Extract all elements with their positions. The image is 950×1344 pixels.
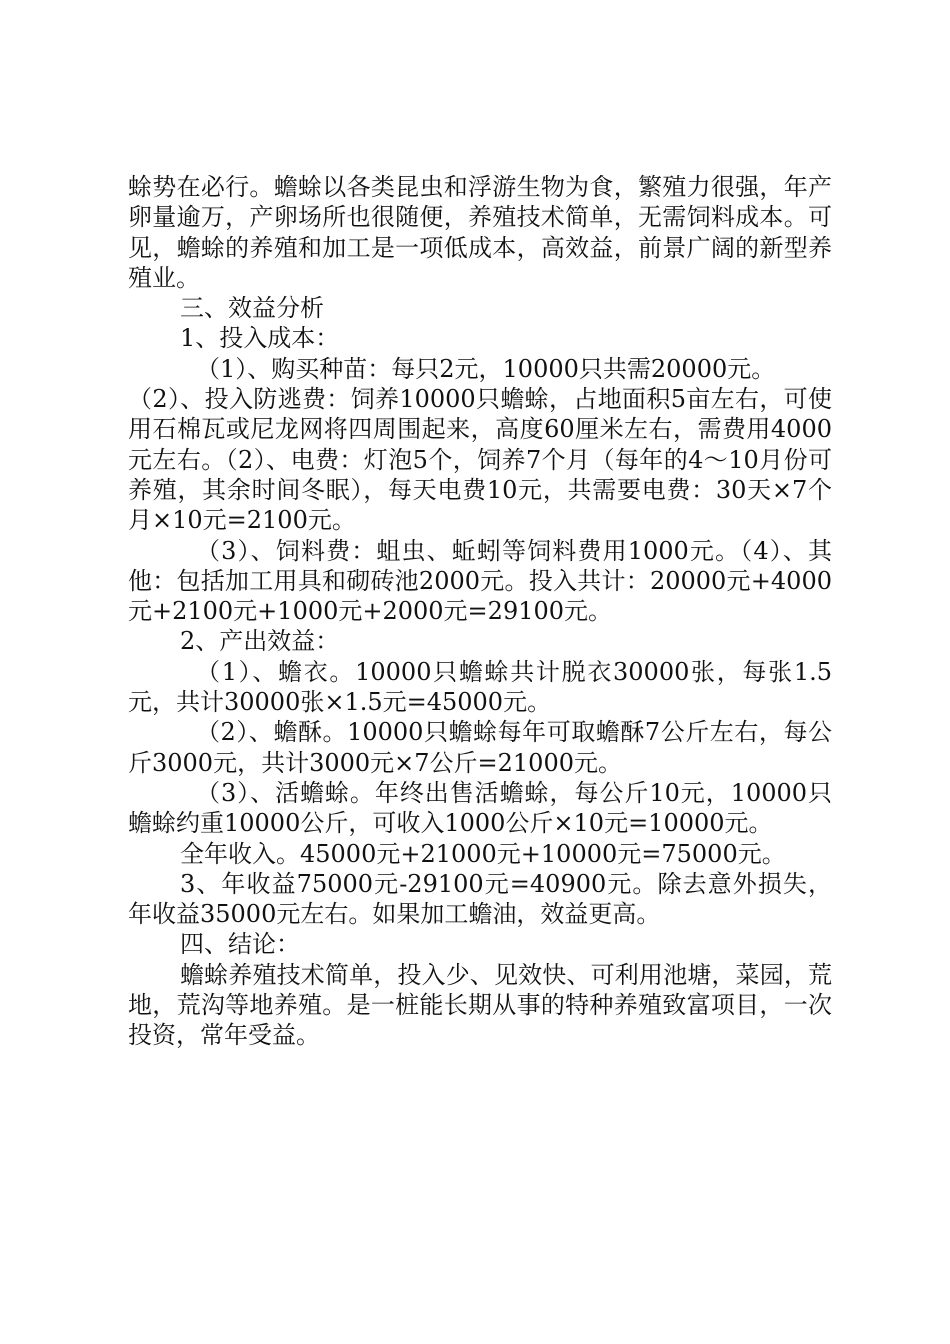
heading-benefit-analysis: 三、效益分析 xyxy=(180,294,324,323)
paragraph-escape-prevention-cost: （2）、投入防逃费：饲养10000只蟾蜍，占地面积5亩左右，可使用石棉瓦或尼龙网将四周围起来，高度60厘米左右，需费用4000元左右。（2）、电费：灯泡5个，饲养7个月（每年的4～10月份可养殖，其余时间冬眠），每天电费10元，共需要电费：30天×7个月×10元=2100元。 xyxy=(128,385,832,535)
paragraph-feed-cost: （3）、饲料费：蛆虫、蚯蚓等饲料费用1000元。（4）、其他：包括加工用具和砌砖池2000元。投入共计：20000元+4000元+2100元+1000元+2000元=29100元。 xyxy=(128,536,832,626)
paragraph-seedling-cost: （1）、购买种苗：每只2元，10000只共需20000元。 xyxy=(196,354,776,383)
document-body xyxy=(128,172,832,1051)
paragraph-toad-venom: （2）、蟾酥。10000只蟾蜍每年可取蟾酥7公斤左右，每公斤3000元，共计3000元×7公斤=21000元。 xyxy=(128,718,832,777)
paragraph-live-toad: （3）、活蟾蜍。年终出售活蟾蜍，每公斤10元，10000只蟾蜍约重10000公斤，可收入1000公斤×10元=10000元。 xyxy=(128,778,832,838)
paragraph-annual-profit: 3、年收益75000元-29100元=40900元。除去意外损失，年收益35000元左右。如果加工蟾油，效益更高。 xyxy=(128,869,832,929)
heading-input-cost: 1、投入成本： xyxy=(180,324,340,353)
heading-conclusion: 四、结论： xyxy=(180,930,300,959)
paragraph-toad-skin: （1）、蟾衣。10000只蟾蜍共计脱衣30000张，每张1.5元，共计30000张×1.5元=45000元。 xyxy=(128,657,832,717)
paragraph-intro: 蜍势在必行。蟾蜍以各类昆虫和浮游生物为食，繁殖力很强，年产卵量逾万，产卵场所也很随便，养殖技术简单，无需饲料成本。可见，蟾蜍的养殖和加工是一项低成本，高效益，前景广阔的新型养殖业。 xyxy=(128,173,832,292)
paragraph-conclusion: 蟾蜍养殖技术简单，投入少、见效快、可利用池塘，菜园，荒地，荒沟等地养殖。是一桩能长期从事的特种养殖致富项目，一次投资，常年受益。 xyxy=(128,960,832,1050)
heading-output-benefit: 2、产出效益： xyxy=(180,627,340,656)
paragraph-annual-income: 全年收入。45000元+21000元+10000元=75000元。 xyxy=(180,839,786,868)
